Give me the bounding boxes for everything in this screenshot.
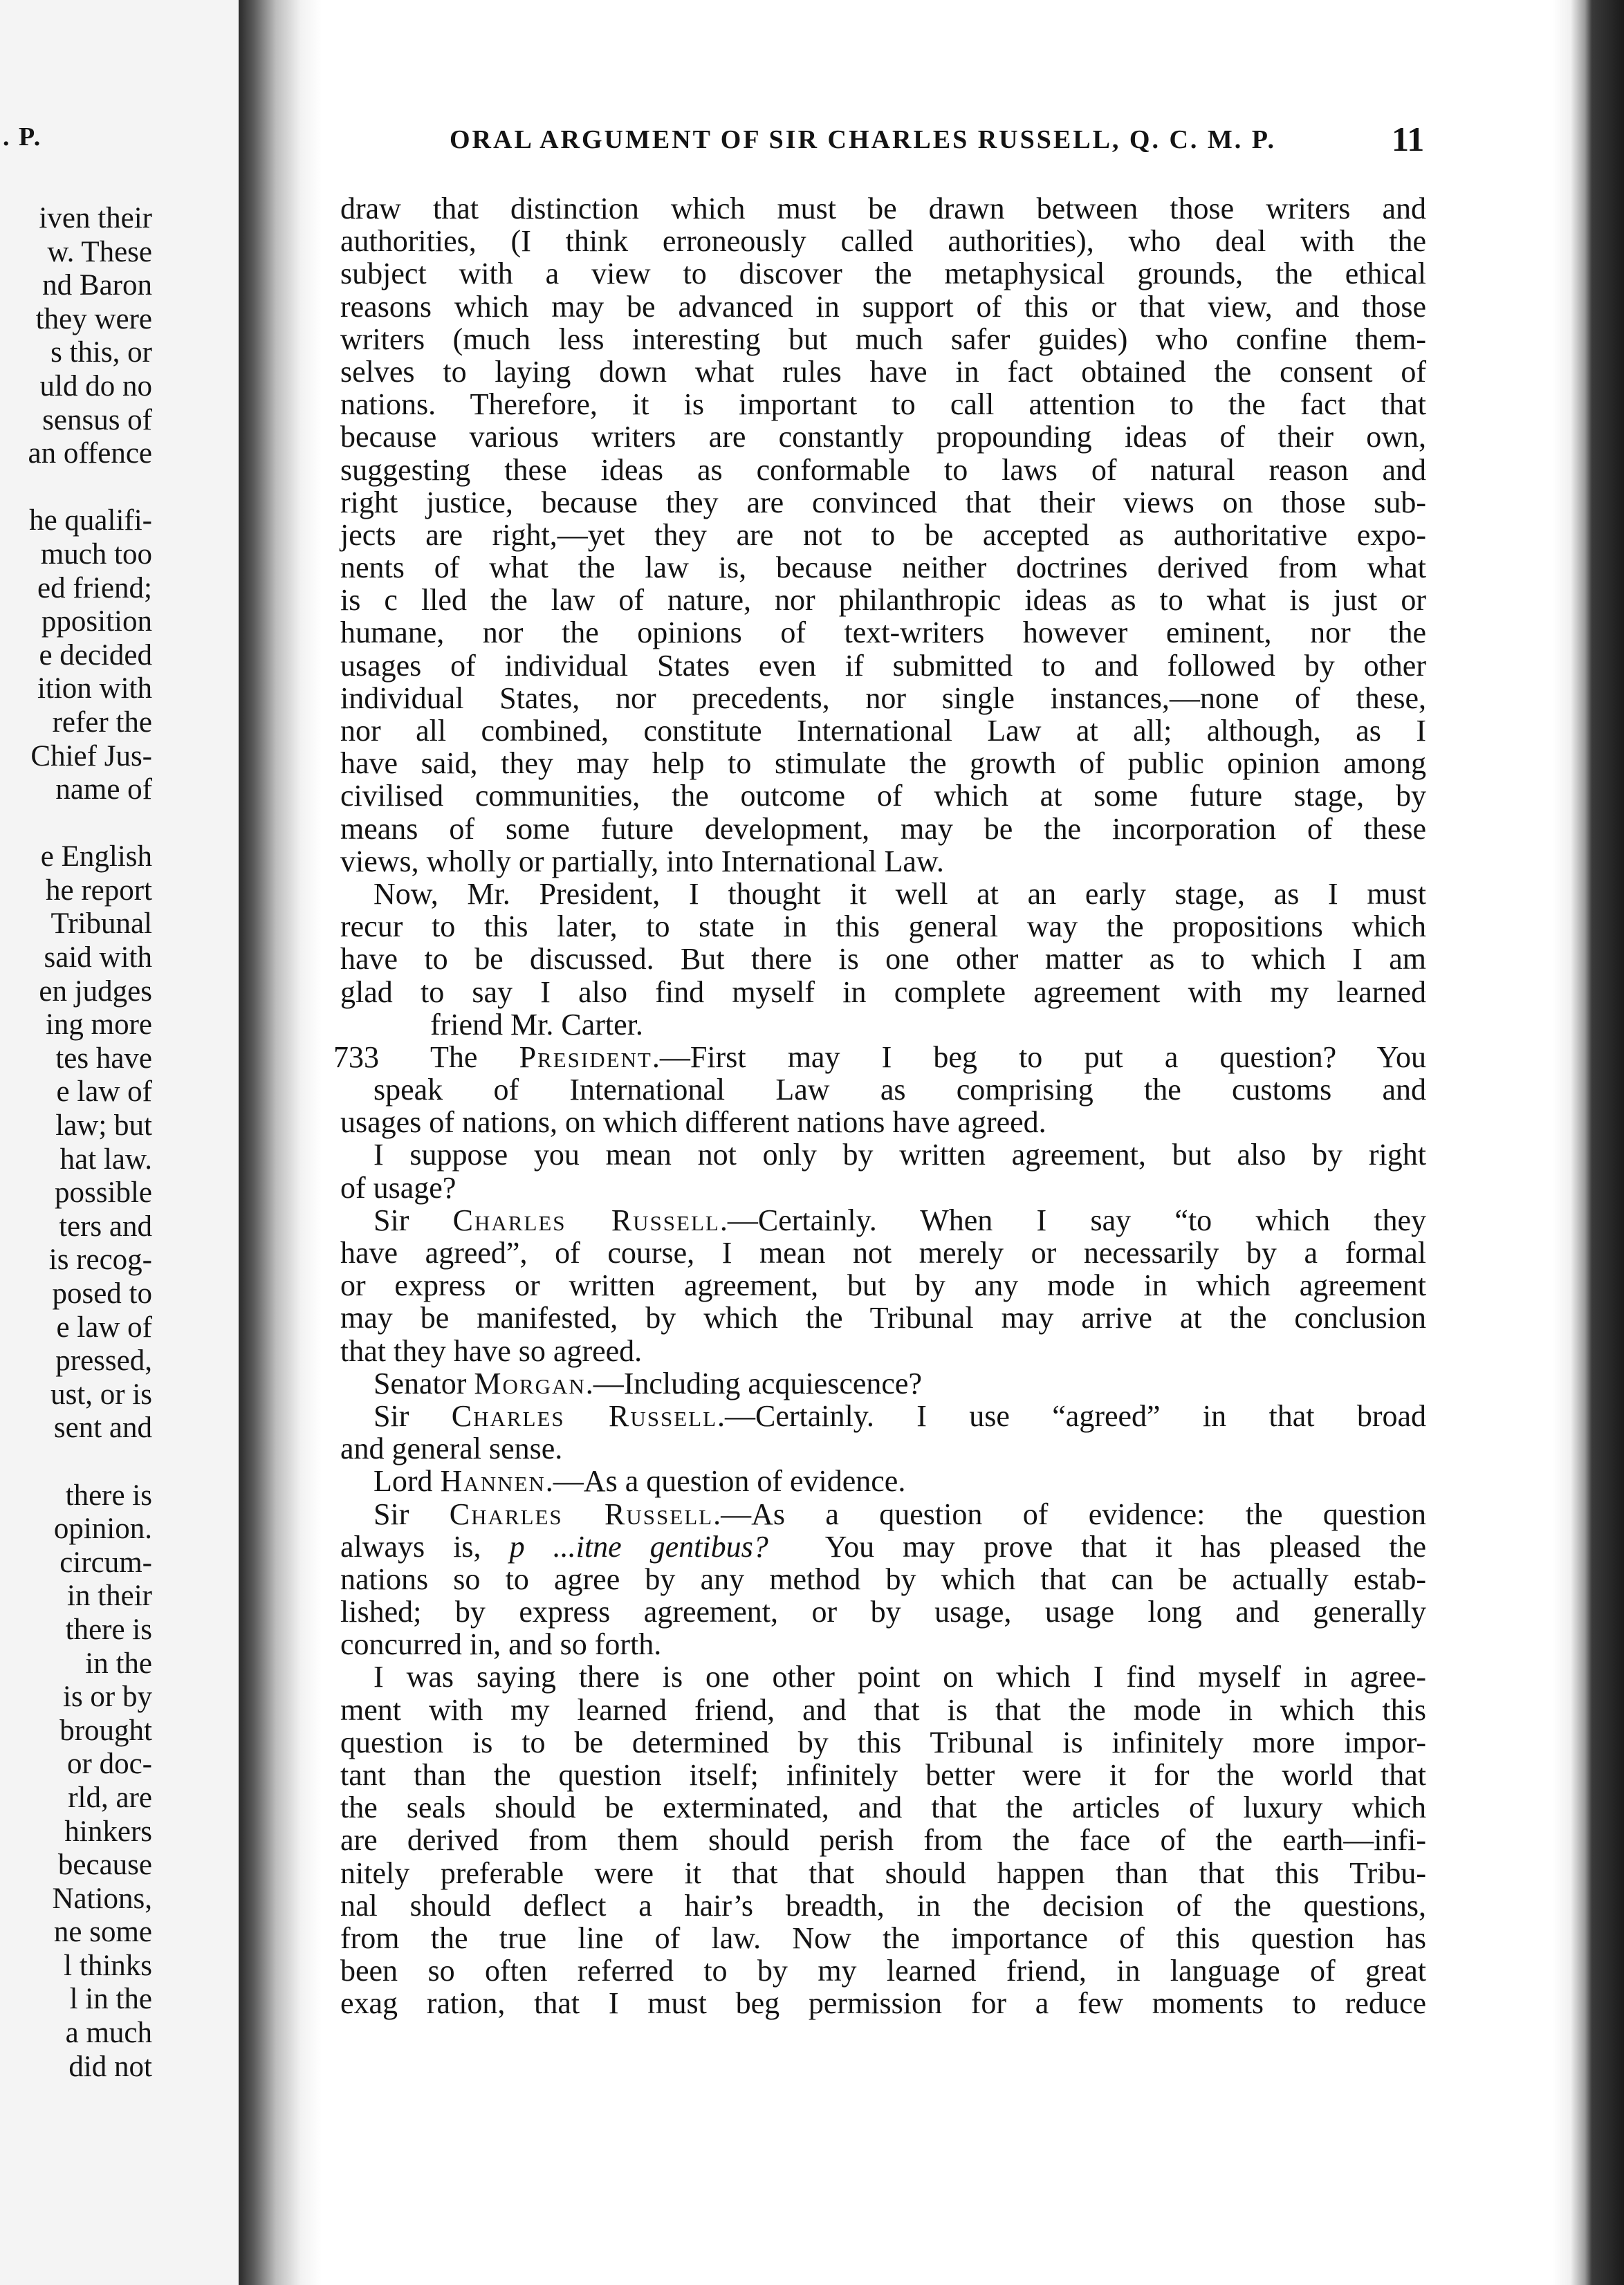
speech-text: .—As a question of evidence: the question (713, 1497, 1427, 1531)
facing-page-line: e decided (39, 638, 152, 672)
speaker-prefix: Sir (373, 1497, 409, 1531)
speaker-name: Charles Russell (449, 1497, 714, 1531)
facing-page-line: posed to (52, 1277, 152, 1310)
text-line: that they have so agreed. (340, 1333, 643, 1368)
facing-page-line: e law of (56, 1311, 152, 1344)
text-line: are derived from them should perish from the face of the earth—infi- (340, 1823, 1426, 1858)
facing-page-line (0, 807, 152, 841)
facing-page-line: because (57, 1849, 152, 1882)
facing-page-line: e law of (56, 1075, 152, 1109)
facing-page-line: pposition (41, 605, 152, 638)
facing-page-line: hinkers (64, 1815, 152, 1848)
facing-page-line: possible (55, 1176, 152, 1210)
facing-page-line: ed friend; (37, 571, 152, 604)
speech-text: .—As a question of evidence. (545, 1464, 906, 1499)
text-line: ment with my learned friend, and that is that the mode in which this (340, 1692, 1426, 1727)
facing-page-line: said with (44, 941, 152, 974)
facing-page-fragment (0, 0, 239, 2285)
speaker-prefix: Lord (373, 1464, 433, 1499)
speech-text: .—Including acquiescence? (585, 1366, 922, 1400)
text-line: glad to say I also find myself in complete agreement with my learned (340, 974, 1426, 1009)
text-line: selves to laying down what rules have in fact obtained the consent of (340, 354, 1426, 389)
text-line: suggesting these ideas as conformable to laws of natural reason and (340, 452, 1426, 487)
facing-page-line: ust, or is (50, 1378, 152, 1411)
speaker-name: President (519, 1039, 652, 1074)
speech-text: You may prove that it has pleased the (824, 1529, 1427, 1564)
text-line: have agreed”, of course, I mean not merely or necessarily by a formal (340, 1236, 1426, 1270)
text-line: usages of nations, on which different nations have agreed. (340, 1105, 1046, 1140)
page-number: 11 (1392, 120, 1425, 158)
speaker-line-russell (340, 1204, 1426, 1237)
facing-page-line: ne some (53, 1916, 152, 1949)
text-line: speak of International Law as comprising the customs and (373, 1073, 1426, 1107)
facing-page-line: l thinks (64, 1949, 152, 1982)
text-line: means of some future development, may be the incorporation of these (340, 811, 1426, 846)
text-line: authorities, (I think erroneously called authorities), who deal with the (340, 224, 1426, 259)
facing-page-line: tes have (55, 1042, 152, 1075)
facing-page-text (0, 202, 152, 2084)
speaker-prefix: The (430, 1039, 478, 1074)
facing-page-line: a much (65, 2017, 152, 2050)
text-line: because various writers are constantly propounding ideas of their own, (340, 420, 1426, 454)
facing-page-line: nd Baron (42, 269, 152, 302)
speaker-line-hannen (340, 1465, 1426, 1497)
text-line: nitely preferable were it that that should happen than that this Tribu- (340, 1856, 1426, 1890)
facing-page-line: is or by (63, 1681, 152, 1714)
speaker-line-russell (340, 1400, 1426, 1432)
facing-page-line: an offence (28, 437, 152, 470)
text-line: from the true line of law. Now the importance of this question has (340, 1921, 1426, 1955)
facing-page-line: circum- (59, 1546, 152, 1579)
text-line: and general sense. (340, 1432, 563, 1466)
text-line: right justice, because they are convinced that their views on those sub- (340, 485, 1426, 519)
text-line: of usage? (340, 1170, 456, 1205)
facing-page-line: s this, or (50, 336, 152, 369)
speech-text: .—Certainly. When I say “to which they (719, 1203, 1427, 1237)
text-line: have to be discussed. But there is one other matter as to which I am (340, 942, 1426, 977)
facing-page-line: opinion. (53, 1512, 152, 1546)
facing-page-line: sent and (53, 1412, 152, 1445)
text-line: is c lled the law of nature, nor philanthropic ideas as to what is just or (340, 583, 1426, 618)
speaker-line-morgan (340, 1367, 1426, 1400)
facing-page-line: in the (85, 1647, 152, 1680)
facing-page-line: ition with (37, 672, 152, 705)
text-line: nations. Therefore, it is important to call attention to the fact that (340, 387, 1426, 422)
speaker-name: Charles Russell (452, 1203, 720, 1237)
text-line: been so often referred to by my learned friend, in language of great (340, 1954, 1426, 1988)
running-head: ORAL ARGUMENT OF SIR CHARLES RUSSELL, Q. C. M. P. (450, 125, 1277, 154)
facing-page-line: brought (59, 1714, 152, 1747)
facing-page-line: ters and (59, 1210, 152, 1243)
facing-page-line: hat law. (59, 1142, 152, 1176)
speech-text: .—First may I beg to put a question? You (652, 1039, 1427, 1074)
facing-page-line: he qualifi- (29, 504, 152, 537)
facing-page-line: did not (68, 2050, 152, 2083)
text-line: jects are right,—yet they are not to be accepted as authoritative expo- (340, 517, 1426, 552)
speaker-prefix: Senator (373, 1366, 467, 1400)
facing-page-line: much too (40, 537, 152, 571)
speaker-prefix: Sir (373, 1203, 409, 1237)
text-line: nations so to agree by any method by which that can be actually estab- (340, 1562, 1426, 1596)
text-line: I was saying there is one other point on which I find myself in agree- (373, 1660, 1426, 1694)
facing-page-line: ing more (45, 1008, 152, 1042)
speech-text: .—Certainly. I use “agreed” in that broad (717, 1398, 1426, 1433)
text-line: may be manifested, by which the Tribunal may arrive at the conclusion (340, 1301, 1426, 1335)
book-gutter-shadow (239, 0, 322, 2285)
text-line: recur to this later, to state in this general way the propositions which (340, 909, 1426, 944)
facing-page-line: en judges (39, 974, 152, 1008)
text-line: question is to be determined by this Tribunal is infinitely more impor- (340, 1725, 1426, 1759)
facing-page-line: rld, are (68, 1781, 152, 1814)
text-line: the seals should be exterminated, and that the articles of luxury which (340, 1791, 1426, 1825)
facing-page-line: or doc- (67, 1748, 152, 1781)
latin-phrase: p ...itne gentibus? (509, 1529, 768, 1564)
text-line: nents of what the law is, because neither doctrines derived from what (340, 551, 1426, 585)
page-edge-shadow (1553, 0, 1624, 2285)
text-line: nor all combined, constitute International Law at all; although, as I (340, 714, 1426, 748)
text-line: draw that distinction which must be drawn between those writers and (340, 192, 1426, 225)
facing-page-line (0, 1445, 152, 1479)
speech-text: always is, (340, 1529, 481, 1564)
facing-page-line: uld do no (39, 369, 152, 403)
facing-page-line: they were (35, 302, 152, 335)
text-line: friend Mr. Carter. (430, 1007, 643, 1042)
text-line-latin (340, 1530, 1426, 1563)
facing-page-line: in their (67, 1580, 152, 1613)
text-line: exag ration, that I must beg permission for a few moments to reduce (340, 1986, 1426, 2021)
text-line: tant than the question itself; infinitely better were it for the world that (340, 1758, 1426, 1792)
facing-page-line: l in the (69, 1983, 152, 2016)
text-line: or express or written agreement, but by any mode in which agreement (340, 1268, 1426, 1303)
speaker-name: Morgan (474, 1366, 586, 1400)
margin-paragraph-number: 733 (333, 1039, 379, 1074)
text-line: subject with a view to discover the metaphysical grounds, the ethical (340, 257, 1426, 291)
facing-page-line: Nations, (52, 1882, 152, 1915)
facing-page-running-head: . P. (3, 122, 42, 151)
text-line: have said, they may help to stimulate the growth of public opinion among (340, 746, 1426, 781)
facing-page-line: name of (55, 773, 152, 806)
text-line: Now, Mr. President, I thought it well at an early stage, as I must (373, 876, 1426, 911)
text-line: concurred in, and so forth. (340, 1627, 662, 1662)
facing-page-line: law; but (55, 1109, 152, 1142)
facing-page-line: there is (65, 1613, 152, 1646)
speaker-name: Charles Russell (451, 1398, 718, 1433)
facing-page-line: refer the (52, 705, 152, 739)
facing-page-line: sensus of (42, 403, 152, 436)
facing-page-line: w. These (47, 235, 152, 268)
facing-page-line: Tribunal (50, 907, 152, 941)
text-line: civilised communities, the outcome of which at some future stage, by (340, 779, 1426, 813)
text-line: writers (much less interesting but much safer guides) who confine them- (340, 322, 1426, 356)
text-line: usages of individual States even if submitted to and followed by other (340, 648, 1426, 683)
facing-page-line: there is (65, 1479, 152, 1512)
facing-page-line: is recog- (48, 1243, 152, 1277)
body-text (333, 192, 1427, 2021)
facing-page-line: he report (45, 873, 152, 907)
speaker-prefix: Sir (373, 1398, 409, 1433)
facing-page-line: e English (40, 840, 152, 873)
text-line: lished; by express agreement, or by usage, usage long and generally (340, 1595, 1426, 1629)
facing-page-line: pressed, (55, 1344, 152, 1378)
facing-page-line: Chief Jus- (30, 739, 152, 773)
facing-page-line: iven their (39, 202, 152, 234)
speaker-name: Hannen (440, 1464, 546, 1499)
speaker-line-russell (340, 1498, 1426, 1530)
facing-page-line (0, 471, 152, 505)
text-line: humane, nor the opinions of text-writers however eminent, nor the (340, 616, 1426, 650)
text-line: views, wholly or partially, into International Law. (340, 844, 944, 878)
text-line: individual States, nor precedents, nor single instances,—none of these, (340, 681, 1426, 715)
text-line: I suppose you mean not only by written agreement, but also by right (373, 1138, 1426, 1172)
text-line: reasons which may be advanced in support of this or that view, and those (340, 289, 1426, 324)
text-line: nal should deflect a hair’s breadth, in the decision of the questions, (340, 1888, 1426, 1923)
speaker-line-president (333, 1039, 1427, 1074)
